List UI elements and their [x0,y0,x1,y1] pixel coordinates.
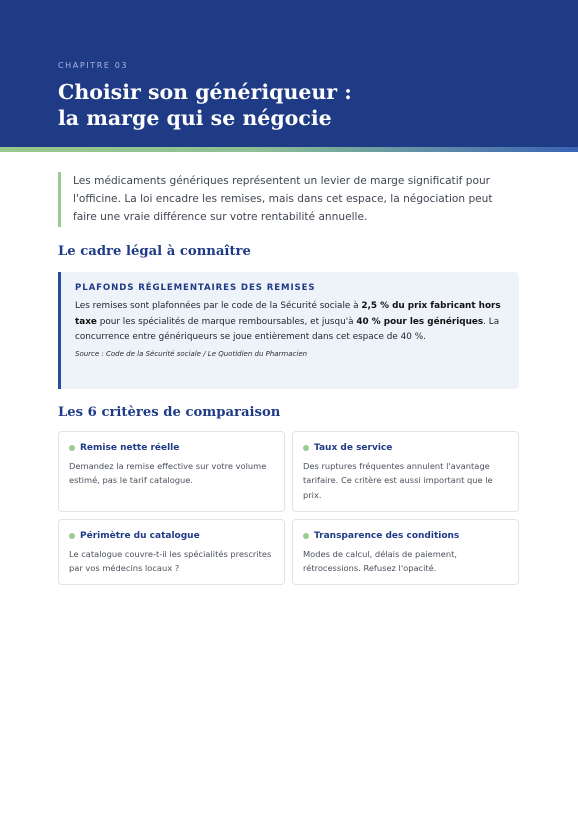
criterion-description: Le catalogue couvre-t-il les spécialités prescrites par vos médecins locaux ? [69,549,272,574]
criterion-card-service [292,431,519,512]
criterion-title: Périmètre du catalogue [80,531,200,541]
bullet-dot-icon [69,445,75,451]
callout-source: Source : Code de la Sécurité sociale / Le Quotidien du Pharmacien [75,349,308,358]
chapter-label: CHAPITRE 03 [58,61,129,70]
page-title-line-1: Choisir son génériqueur : [58,80,352,104]
page-title-line-2: la marge qui se négocie [58,106,332,130]
criterion-description: Demandez la remise effective sur votre volume estimé, pas le tarif catalogue. [69,461,267,486]
chapter-header [0,0,578,147]
bullet-dot-icon [303,533,309,539]
page-title [58,79,538,131]
criterion-card-transparence [292,519,519,585]
criterion-title: Taux de service [314,443,393,453]
criterion-title: Transparence des conditions [314,531,460,541]
criterion-description: Des ruptures fréquentes annulent l'avantage tarifaire. Ce critère est aussi important que le prix. [303,461,493,500]
criterion-card-remise [58,431,285,512]
header-accent-bar [0,147,578,152]
callout-body [75,299,507,346]
bullet-dot-icon [69,533,75,539]
criterion-card-catalogue [58,519,285,585]
intro-paragraph: Les médicaments génériques représentent un levier de marge significatif pour l'officine. La loi encadre les remises, mais dans cet espace, la négociation peut faire une vraie différence sur votre rentabilité annuelle. [58,172,508,227]
section-heading-criteria: Les 6 critères de comparaison [58,405,281,420]
criterion-title: Remise nette réelle [80,443,180,453]
callout-bold-2: 40 % pour les génériques [356,316,484,327]
callout-title: PLAFONDS RÉGLEMENTAIRES DES REMISES [75,283,316,293]
callout-text-1: Les remises sont plafonnées par le code de la Sécurité sociale à [75,301,362,311]
criterion-description: Modes de calcul, délais de paiement, rétrocessions. Refusez l'opacité. [303,549,458,574]
callout-text-3: . La concurrence entre génériqueurs se joue entièrement dans cet espace de 40 %. [75,316,500,343]
section-heading-legal: Le cadre légal à connaître [58,244,251,259]
legal-callout [58,272,519,389]
bullet-dot-icon [303,445,309,451]
callout-bold-1: 2,5 % du prix fabricant hors taxe [75,301,501,327]
callout-text-2: pour les spécialités de marque remboursables, et jusqu'à [96,316,357,327]
